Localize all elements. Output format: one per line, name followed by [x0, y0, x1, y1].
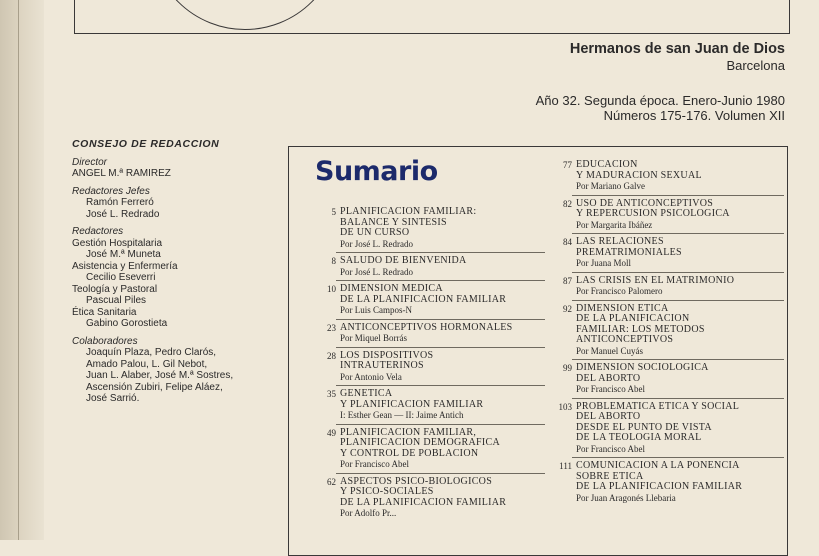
entry-text — [576, 276, 784, 297]
entry-page-number: 87 — [563, 275, 572, 286]
contents-left-column — [300, 207, 545, 519]
entry-text — [576, 160, 784, 192]
entry-title-line: LAS RELACIONES — [576, 236, 664, 247]
chief-editor: José L. Redrado — [86, 208, 160, 220]
entry-title-line: ASPECTOS PSICO-BIOLOGICOS — [340, 475, 493, 487]
entry-title-line: DIMENSION ETICA — [576, 302, 669, 314]
entry-title-line: DESDE EL PUNTO DE VISTA — [576, 421, 712, 433]
issue-line-numbers: Números 175-176. Volumen XII — [603, 108, 785, 123]
issue-info — [536, 93, 785, 123]
entry-title-line: SOBRE ETICA — [576, 470, 644, 482]
entry-separator — [572, 457, 784, 458]
entry-text — [576, 461, 784, 503]
entry-text — [576, 199, 784, 231]
entry-title-line: PLANIFICACION FAMILIAR, — [340, 426, 477, 438]
contents-entry — [552, 276, 784, 297]
entry-author: Por José L. Redrado — [340, 266, 413, 277]
entry-page-number: 10 — [327, 284, 336, 294]
editors-label: Redactores — [72, 226, 124, 237]
contents-entry — [300, 323, 545, 344]
entry-text — [576, 304, 784, 357]
contents-entry — [300, 477, 545, 519]
director-group — [72, 157, 287, 180]
section-name: Gestión Hospitalaria — [72, 237, 163, 249]
entry-title-line: DIMENSION SOCIOLOGICA — [576, 362, 709, 373]
entry-page-number: 77 — [563, 160, 572, 170]
entry-title-line: PLANIFICACION DEMOGRAFICA — [340, 437, 501, 448]
contents-entry — [552, 402, 784, 455]
entry-author: Por Manuel Cuyás — [576, 345, 643, 356]
entry-title-line: Y PSICO-SOCIALES — [340, 486, 434, 497]
entry-page-number: 28 — [327, 350, 336, 361]
collaborators-line: José Sarrió. — [86, 393, 140, 404]
entry-text — [340, 207, 545, 249]
entry-text — [340, 428, 545, 470]
entry-title-line: COMUNICACION A LA PONENCIA — [576, 460, 740, 471]
entry-author: Por Francisco Abel — [576, 443, 645, 454]
entry-title-line: EDUCACION — [576, 159, 638, 170]
entry-page-number: 8 — [331, 256, 336, 266]
entry-text — [340, 323, 545, 344]
entry-title-line: LAS CRISIS EN EL MATRIMONIO — [576, 274, 735, 286]
entry-page-number: 35 — [327, 389, 336, 399]
chief-editors-group — [72, 186, 287, 221]
entry-title-line: Y PLANIFICACION FAMILIAR — [340, 398, 484, 410]
entry-page-number: 92 — [563, 303, 572, 314]
entry-text — [340, 477, 545, 519]
publisher-block — [570, 41, 785, 73]
director-label: Director — [72, 156, 108, 168]
entry-separator — [572, 272, 784, 273]
entry-separator — [336, 319, 545, 320]
section-name: Asistencia y Enfermería — [72, 260, 178, 272]
contents-entry — [552, 363, 784, 395]
contents-title: Sumario — [315, 156, 438, 187]
entry-author: Por Mariano Galve — [576, 181, 645, 191]
section-name: Teología y Pastoral — [72, 283, 158, 295]
entry-page-number: 84 — [563, 237, 572, 247]
entry-title-line: PREMATRIMONIALES — [576, 246, 682, 258]
entry-title-line: DE LA TEOLOGIA MORAL — [576, 432, 702, 443]
entry-title-line: PROBLEMATICA ETICA Y SOCIAL — [576, 400, 740, 412]
entry-author: Por Luis Campos-N — [340, 305, 412, 315]
entry-title-line: BALANCE Y SINTESIS — [340, 216, 447, 228]
entry-separator — [572, 233, 784, 234]
page-binding — [0, 0, 44, 540]
contents-entry — [552, 160, 784, 192]
contents-entry — [552, 199, 784, 231]
contents-right-column — [552, 160, 784, 503]
entry-title-line: GENETICA — [340, 388, 393, 399]
publisher-name: Hermanos de san Juan de Dios — [569, 41, 785, 57]
entry-page-number: 82 — [563, 198, 572, 209]
entry-title-line: ANTICONCEPTIVOS — [576, 334, 674, 345]
entry-separator — [336, 424, 545, 425]
entry-author: Por Juana Moll — [576, 258, 631, 268]
entry-title-line: LOS DISPOSITIVOS — [340, 349, 434, 361]
issue-line-year: Año 32. Segunda época. Enero-Junio 1980 — [535, 93, 785, 108]
entry-separator — [336, 252, 545, 253]
entry-separator — [572, 398, 784, 399]
section-editor: José M.ª Muneta — [86, 249, 161, 260]
chief-editor: Ramón Ferreró — [86, 197, 154, 208]
entry-separator — [336, 280, 545, 281]
collaborators-line: Ascensión Zubiri, Felipe Aláez, — [86, 381, 223, 393]
director-name: ANGEL M.ª RAMIREZ — [72, 168, 171, 179]
binding-rule — [18, 0, 19, 540]
entry-separator — [572, 359, 784, 360]
entry-title-line: Y REPERCUSION PSICOLOGICA — [576, 208, 730, 219]
entry-text — [340, 389, 545, 421]
entry-author: I: Esther Gean — II: Jaime Antich — [340, 410, 464, 420]
entry-text — [340, 351, 545, 383]
entry-page-number: 5 — [331, 207, 336, 217]
entry-page-number: 103 — [558, 401, 572, 412]
contents-entry — [300, 207, 545, 249]
entry-title-line: DE LA PLANIFICACION — [576, 313, 690, 324]
entry-author: Por Francisco Abel — [576, 384, 645, 394]
contents-entry — [300, 389, 545, 421]
entry-author: Por Miquel Borrás — [340, 333, 407, 343]
entry-author: Por Antonio Vela — [340, 371, 402, 382]
section-name: Ética Sanitaria — [72, 306, 137, 318]
entry-author: Por Margarita Ibáñez — [576, 219, 653, 230]
section-editor: Pascual Piles — [86, 295, 147, 306]
contents-entry — [300, 351, 545, 383]
entry-page-number: 111 — [559, 461, 572, 471]
entry-separator — [336, 473, 545, 474]
entry-text — [576, 402, 784, 455]
entry-page-number: 49 — [327, 427, 336, 438]
editors-group — [72, 226, 287, 330]
contents-entry — [300, 284, 545, 316]
collaborators-group — [72, 336, 287, 405]
section-editor: Gabino Gorostieta — [86, 318, 168, 329]
entry-title-line: DE LA PLANIFICACION FAMILIAR — [340, 293, 507, 305]
entry-title-line: USO DE ANTICONCEPTIVOS — [576, 197, 714, 209]
contents-entry — [300, 428, 545, 470]
entry-title-line: INTRAUTERINOS — [340, 360, 424, 371]
entry-page-number: 23 — [327, 322, 336, 333]
entry-title-line: PLANIFICACION FAMILIAR: — [340, 206, 477, 217]
collaborators-label: Colaboradores — [72, 335, 138, 347]
entry-author: Por Francisco Palomero — [576, 286, 663, 296]
entry-title-line: DE LA PLANIFICACION FAMILIAR — [576, 481, 743, 492]
entry-title-line: DIMENSION MEDICA — [340, 283, 443, 294]
entry-title-line: Y CONTROL DE POBLACION — [340, 447, 479, 459]
publisher-city: Barcelona — [726, 58, 785, 73]
entry-author: Por Francisco Abel — [340, 459, 409, 469]
entry-title-line: DE UN CURSO — [340, 227, 410, 238]
editorial-board — [72, 139, 287, 411]
entry-title-line: FAMILIAR: LOS METODOS — [576, 323, 705, 335]
entry-text — [340, 284, 545, 316]
entry-text — [576, 363, 784, 395]
chief-editors-label: Redactores Jefes — [72, 185, 150, 197]
entry-title-line: Y MADURACION SEXUAL — [576, 169, 702, 181]
entry-separator — [336, 347, 545, 348]
contents-entry — [552, 461, 784, 503]
entry-page-number: 99 — [563, 363, 572, 373]
contents-entry — [552, 237, 784, 269]
collaborators-line: Amado Palou, L. Gil Nebot, — [86, 358, 208, 370]
contents-entry — [552, 304, 784, 357]
entry-author: Por José L. Redrado — [340, 238, 413, 249]
entry-title-line: DE LA PLANIFICACION FAMILIAR — [340, 496, 507, 508]
entry-page-number: 62 — [327, 476, 336, 487]
entry-text — [340, 256, 545, 277]
entry-title-line: DEL ABORTO — [576, 411, 641, 422]
entry-separator — [336, 385, 545, 386]
entry-title-line: DEL ABORTO — [576, 372, 641, 384]
section-editor: Cecilio Eseverri — [86, 272, 156, 283]
entry-title-line: SALUDO DE BIENVENIDA — [340, 255, 467, 266]
entry-title-line: ANTICONCEPTIVOS HORMONALES — [340, 321, 513, 333]
collaborators-line: Juan L. Alaber, José M.ª Sostres, — [86, 370, 234, 381]
entry-text — [576, 237, 784, 269]
entry-author: Por Adolfo Pr... — [340, 508, 397, 518]
entry-author: Por Juan Aragonés Llebaria — [576, 492, 676, 503]
board-heading: CONSEJO DE REDACCION — [72, 138, 220, 150]
contents-entry — [300, 256, 545, 277]
entry-separator — [572, 195, 784, 196]
collaborators-line: Joaquín Plaza, Pedro Clarós, — [86, 347, 217, 358]
entry-separator — [572, 300, 784, 301]
